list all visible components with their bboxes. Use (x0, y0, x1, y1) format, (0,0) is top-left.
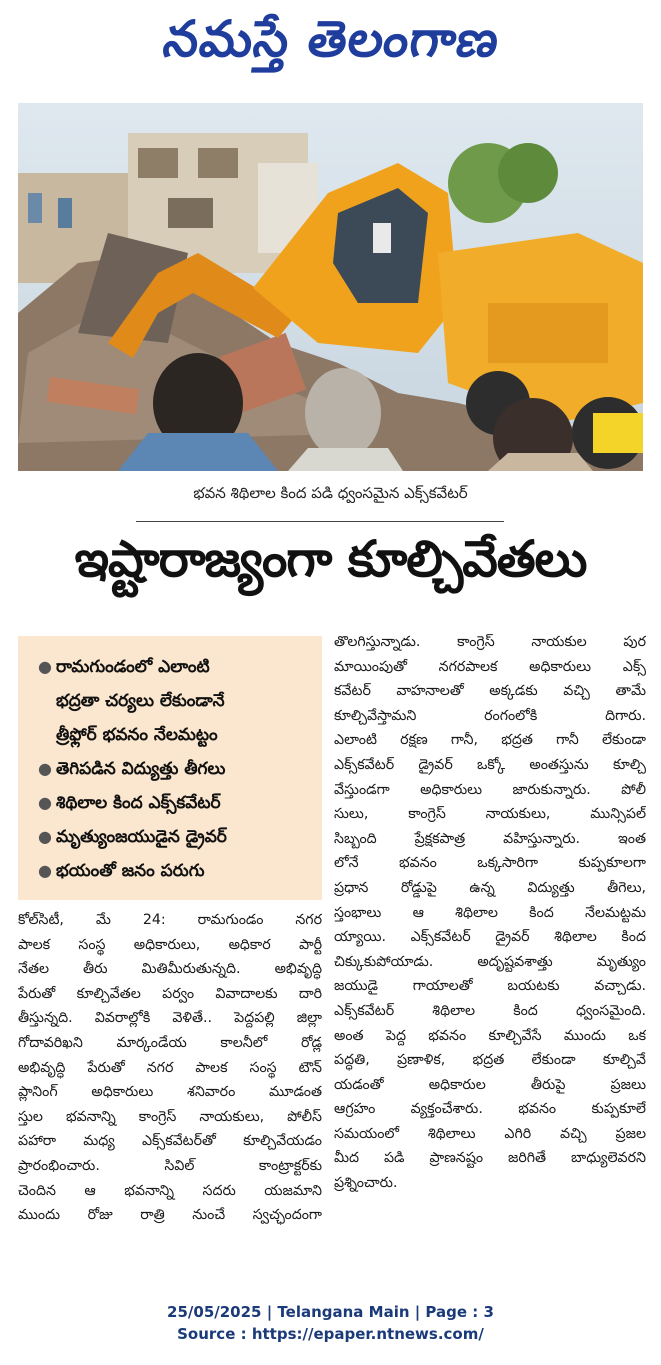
highlights-box (18, 636, 322, 900)
article-line: అభివృద్ధి పేరుతో నగర పాలక సంస్థ టౌన్ (18, 1059, 322, 1076)
highlight-item (36, 854, 312, 888)
caption-divider (136, 521, 504, 522)
article-line: పద్ధతి, ప్రణాళిక, భద్రత లేకుండా కూల్చివే (334, 1052, 646, 1069)
article-line: సిబ్బంది ప్రేక్షకపాత్ర వహిస్తున్నారు. ఇంత (334, 830, 646, 847)
highlight-item (36, 752, 312, 786)
article-line: లోనే భవనం ఒక్కసారిగా కుప్పకూలగా (334, 855, 646, 872)
article-line: కవేటర్ వాహనాలతో అక్కడకు వచ్చి తామే (334, 683, 646, 700)
article-line: తొలగిస్తున్నాడు. కాంగ్రెస్ నాయకుల పుర (334, 634, 646, 650)
article-column-left (18, 908, 322, 1228)
article-line: మాయింపుతో నగరపాలక అధికారులు ఎక్స్ (334, 658, 646, 675)
bullet-icon: ● (38, 861, 52, 880)
article-line: య్యాయి. ఎక్స్‌కవేటర్ డ్రైవర్ శిథిలాల కింద (334, 929, 646, 946)
article-line: స్తుల భవనాన్ని కాంగ్రెస్ నాయకులు, పోలీస్ (18, 1108, 322, 1125)
article-line: ప్రారంభించారు. సివిల్ కాంట్రాక్టర్‌కు (18, 1157, 322, 1174)
highlight-item (36, 820, 312, 854)
bullet-icon: ● (38, 827, 52, 846)
footer-source-link[interactable]: Source : https://epaper.ntnews.com/ (177, 1325, 484, 1343)
article-line: ప్లానింగ్ అధికారులు శనివారం మూడంత (18, 1084, 322, 1101)
article-line: యడంతో అధికారుల తీరుపై ప్రజలు (334, 1076, 646, 1093)
highlight-line: రామగుండంలో ఎలాంటి (56, 657, 210, 677)
article-line: పహారా మధ్య ఎక్స్‌కవేటర్‌తో కూల్చివేయడం (18, 1133, 322, 1150)
collapsed-building-excavator-photo (18, 103, 643, 471)
bullet-icon: ● (38, 793, 52, 812)
article-line: సులు, కాంగ్రెస్ నాయకులు, మున్సిపల్ (334, 806, 646, 823)
article-line: అంత పెద్ద భవనం కూల్చివేసే ముందు ఒక (334, 1027, 646, 1044)
article-line: నేతల తీరు మితిమీరుతున్నది. అభివృద్ధి (18, 961, 322, 978)
article-line: ప్రధాన రోడ్డుపై ఉన్న విద్యుత్తు తీగెలు, (334, 879, 646, 896)
highlight-line: భయంతో జనం పరుగు (56, 861, 205, 881)
bullet-icon: ● (38, 759, 52, 778)
highlight-line: త్రీఫ్లోర్ భవనం నేలమట్టం (56, 725, 218, 745)
article-line: ఎక్స్‌కవేటర్ శిథిలాల కింద ధ్వంసమైంది. (334, 1002, 646, 1019)
highlight-line: తెగిపడిన విద్యుత్తు తీగలు (56, 759, 226, 779)
article-line: ఎక్స్‌కవేటర్ డ్రైవర్ ఒక్కో అంతస్తును కూల్చి (334, 756, 646, 773)
highlight-line: శిథిలాల కింద ఎక్స్‌కవేటర్ (56, 793, 221, 813)
highlight-item (36, 650, 312, 752)
article-line: కోల్‌సిటీ, మే 24: రామగుండం నగర (18, 912, 322, 928)
article-line: సమయంలో శిథిలాలు ఎగిరి వచ్చి ప్రజల (334, 1125, 646, 1142)
article-line: ముందు రోజు రాత్రి నుంచే స్వచ్ఛందంగా (18, 1207, 322, 1224)
article-line: గోదావరిఖని మార్కండేయ కాలనీలో రోడ్ల (18, 1034, 322, 1051)
article-line: తీస్తున్నది. వివరాల్లోకి వెళితే.. పెద్దపల్లి జిల్లా (18, 1010, 322, 1027)
article-line: వేస్తుండగా అధికారులు జారుకున్నారు. పోలీ (334, 781, 646, 798)
article-line: ఆగ్రహం వ్యక్తంచేశారు. భవనం కుప్పకూలే (334, 1101, 646, 1118)
article-line: కూల్చివేస్తామని రంగంలోకి దిగారు. (334, 707, 646, 724)
article-line: జయుడై గాయాలతో బయటకు వచ్చాడు. (334, 978, 646, 995)
highlight-line: భద్రతా చర్యలు లేకుండానే (56, 691, 225, 711)
article-line: మీద పడి ప్రాణనష్టం జరిగితే బాధ్యులెవరని (334, 1150, 646, 1167)
masthead (0, 0, 661, 90)
article-line: ప్రశ్నించారు. (334, 1175, 398, 1192)
photo-caption: భవన శిథిలాల కింద పడి ధ్వంసమైన ఎక్స్‌కవేటర్ (193, 484, 468, 502)
article-line: పేరుతో కూల్చివేతల పర్వం వివాదాలకు దారి (18, 985, 322, 1002)
article-line: చెందిన ఆ భవనాన్ని సదరు యజమాని (18, 1182, 322, 1199)
article-line: ఎలాంటి రక్షణ గానీ, భద్రత గానీ లేకుండా (334, 732, 646, 749)
newspaper-title: నమస్తే తెలంగాణ (159, 9, 504, 68)
highlight-line: మృత్యుంజయుడైన డ్రైవర్ (56, 827, 227, 847)
footer-date-page: 25/05/2025 | Telangana Main | Page : 3 (167, 1303, 494, 1321)
article-line: పాలక సంస్థ అధికారులు, అధికార పార్టీ (18, 936, 322, 953)
highlight-item (36, 786, 312, 820)
article-headline: ఇష్టారాజ్యంగా కూల్చివేతలు (74, 530, 587, 588)
article-line: స్తంభాలు ఆ శిథిలాల కింద నేలమట్టమ (334, 904, 646, 921)
bullet-icon: ● (38, 657, 52, 676)
news-photo (18, 103, 643, 471)
article-column-right (334, 630, 646, 1196)
article-line: చిక్కుకుపోయాడు. అదృష్టవశాత్తు మృత్యుం (334, 953, 646, 970)
